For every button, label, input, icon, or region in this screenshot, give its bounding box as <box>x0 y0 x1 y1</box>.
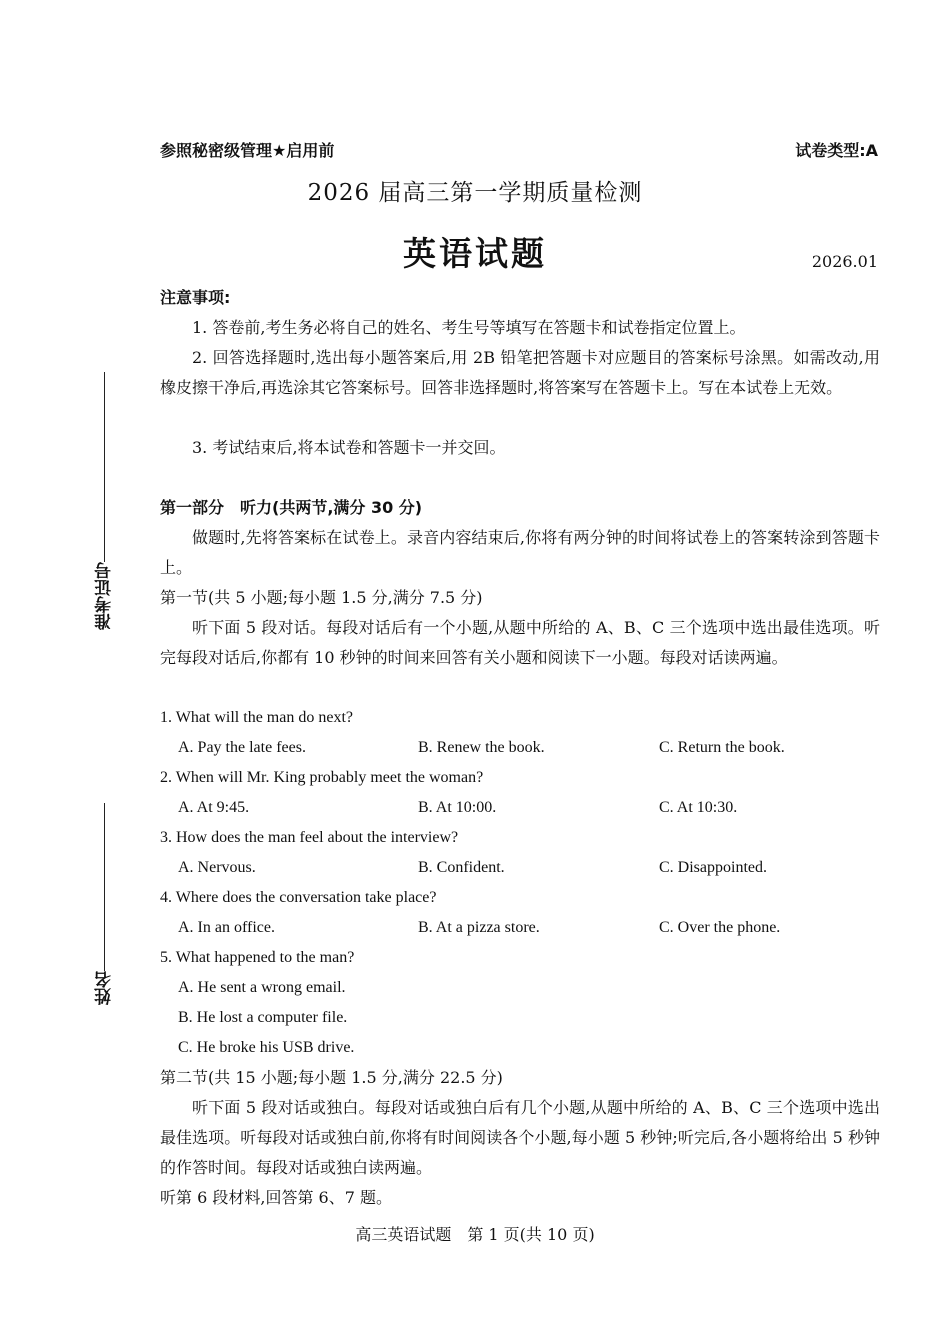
section2-instruction: 听下面 5 段对话或独白。每段对话或独白后有几个小题,从题中所给的 A、B、C 三个选项中选出最佳选项。听每段对话或独白前,你将有时间阅读各个小题,每小题 5 秒钟;听完后,各小题将给出 5 秒钟的作答时间。每段对话或独白读两遍。 <box>160 1098 880 1177</box>
section1-instruction: 听下面 5 段对话。每段对话后有一个小题,从题中所给的 A、B、C 三个选项中选出最佳选项。听完每段对话后,你都有 10 秒钟的时间来回答有关小题和阅读下一小题。每段对话读两遍。 <box>160 618 880 667</box>
q5-option-a: A. He sent a wrong email. <box>178 979 346 996</box>
exam-id-label: 准考证号 <box>95 562 115 630</box>
question-3: 3. How does the man feel about the interview? <box>160 829 459 846</box>
binding-line-top <box>104 372 105 562</box>
paper-type: 试卷类型:A <box>795 141 878 160</box>
q4-option-c: C. Over the phone. <box>659 919 781 936</box>
q2-option-b: B. At 10:00. <box>418 799 497 816</box>
question-2: 2. When will Mr. King probably meet the woman? <box>160 769 484 786</box>
notice-item-3: 3. 考试结束后,将本试卷和答题卡一并交回。 <box>192 438 506 457</box>
question-4: 4. Where does the conversation take place? <box>160 889 437 906</box>
section1-heading: 第一节(共 5 小题;每小题 1.5 分,满分 7.5 分) <box>160 588 483 607</box>
question-1: 1. What will the man do next? <box>160 709 353 726</box>
q4-option-b: B. At a pizza store. <box>418 919 540 936</box>
q3-option-a: A. Nervous. <box>178 859 256 876</box>
notice-heading: 注意事项: <box>160 288 231 307</box>
binding-line-bottom <box>104 803 105 971</box>
notice-item-2: 2. 回答选择题时,选出每小题答案后,用 2B 铅笔把答题卡对应题目的答案标号涂黑。如需改动,用橡皮擦干净后,再选涂其它答案标号。回答非选择题时,将答案写在答题卡上。写在本试卷上无效。 <box>160 348 880 397</box>
part1-instruction: 做题时,先将答案标在试卷上。录音内容结束后,你将有两分钟的时间将试卷上的答案转涂到答题卡上。 <box>160 528 880 577</box>
part1-heading: 第一部分 听力(共两节,满分 30 分) <box>160 498 423 517</box>
q3-option-b: B. Confident. <box>418 859 505 876</box>
exam-title: 2026 届高三第一学期质量检测 <box>307 180 643 206</box>
question-5: 5. What happened to the man? <box>160 949 355 966</box>
q5-option-c: C. He broke his USB drive. <box>178 1039 355 1056</box>
exam-date: 2026.01 <box>811 252 878 271</box>
page-footer: 高三英语试题 第 1 页(共 10 页) <box>355 1225 595 1244</box>
q4-option-a: A. In an office. <box>178 919 275 936</box>
q2-option-a: A. At 9:45. <box>178 799 250 816</box>
notice-item-1: 1. 答卷前,考生务必将自己的姓名、考生号等填写在答题卡和试卷指定位置上。 <box>192 318 746 337</box>
section2-heading: 第二节(共 15 小题;每小题 1.5 分,满分 22.5 分) <box>160 1068 503 1087</box>
material-note: 听第 6 段材料,回答第 6、7 题。 <box>160 1188 392 1207</box>
q3-option-c: C. Disappointed. <box>659 859 767 876</box>
q5-option-b: B. He lost a computer file. <box>178 1009 348 1026</box>
subject-title: 英语试题 <box>403 234 547 273</box>
name-label: 姓名 <box>95 971 115 1005</box>
q2-option-c: C. At 10:30. <box>659 799 738 816</box>
q1-option-b: B. Renew the book. <box>418 739 545 756</box>
q1-option-c: C. Return the book. <box>659 739 785 756</box>
q1-option-a: A. Pay the late fees. <box>178 739 306 756</box>
confidentiality-note: 参照秘密级管理★启用前 <box>160 141 335 160</box>
